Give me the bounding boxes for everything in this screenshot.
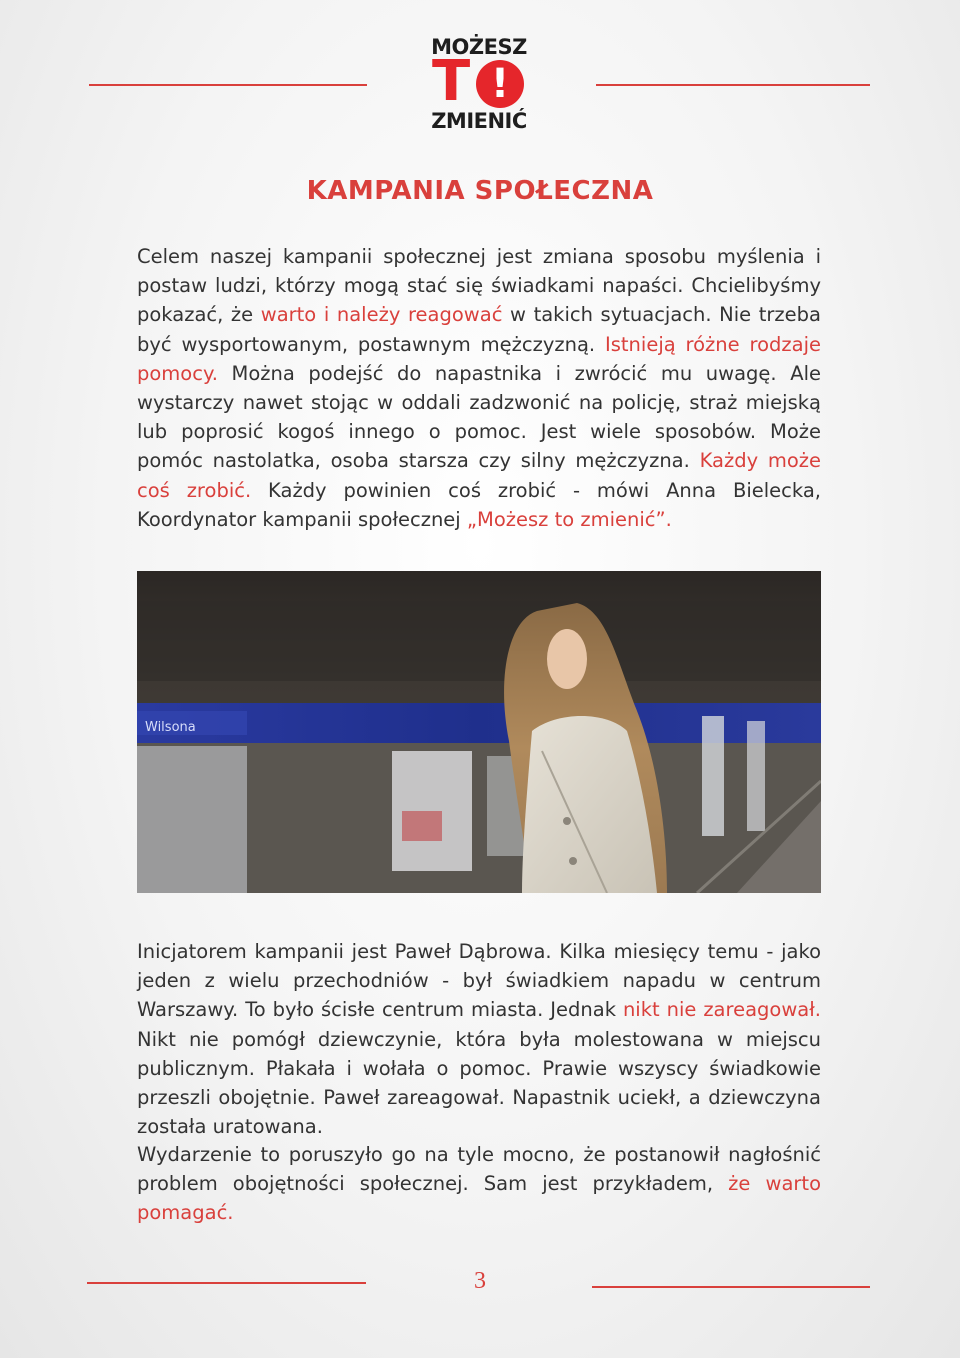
text-segment: Można podejść do napastnika i zwrócić mu uwagę. Ale wystarczy nawet stojąc w oddali zadzwonić na policję, straż miejską lub poprosić kogoś innego o pomoc. Jest wiele sposobów. Może pomóc nastolatka, osoba starsza czy silny mężczyzna. <box>137 361 821 473</box>
text-segment: Wydarzenie to poruszyło go na tyle mocno, że postanowił nagłośnić problem obojętności społecznej. Sam jest przykładem, <box>137 1143 821 1196</box>
campaign-photo <box>137 571 821 893</box>
header-rule-left <box>89 84 367 86</box>
text-segment: Każdy powinien coś zrobić - mówi Anna Bielecka, Koordynator kampanii społecznej <box>137 478 822 531</box>
closing-paragraph <box>137 1140 821 1228</box>
text-segment: Nikt nie pomógł dziewczynie, która była molestowana w miejscu publicznym. Płakała i wołała o pomoc. Prawie wszyscy świadkowie przeszli obojętnie. Paweł zareagował. Napastnik uciekł, a dziewczyna została uratowana. <box>137 1027 821 1139</box>
highlighted-phrase: że warto pomagać. <box>137 1172 821 1225</box>
highlighted-phrase: Każdy może coś zrobić. <box>137 449 822 502</box>
highlighted-phrase: warto i należy reagować <box>260 303 503 327</box>
text-segment: Inicjatorem kampanii jest Paweł Dąbrowa. Kilka miesięcy temu - jako jeden z wielu przechodniów - był świadkiem napadu w centrum Warszawy. To było ścisłe centrum miasta. Jednak <box>137 940 821 1022</box>
page-number: 3 <box>474 1268 486 1294</box>
exclamation-icon: ! <box>476 60 524 108</box>
intro-paragraph <box>137 242 821 534</box>
footer-rule-right <box>592 1286 870 1288</box>
logo-letter-t: T <box>432 49 468 114</box>
header-rule-right <box>596 84 870 86</box>
highlighted-phrase: nikt nie zareagował. <box>622 998 821 1022</box>
page-title: KAMPANIA SPOŁECZNA <box>306 176 654 206</box>
logo-mark <box>432 49 526 114</box>
text-segment: Celem naszej kampanii społecznej jest zmiana sposobu myślenia i postaw ludzi, którzy mogą stać się świadkami napaści. Chcielibyśmy pokazać, że <box>137 245 821 327</box>
text-segment: w takich sytuacjach. Nie trzeba być wysportowanym, postawnym mężczyzną. <box>137 303 821 356</box>
highlighted-phrase: Istnieją różne rodzaje pomocy. <box>137 332 821 385</box>
logo-line-1: MOŻESZ <box>431 35 527 59</box>
story-paragraph <box>137 937 821 1141</box>
logo-line-3: ZMIENIĆ <box>431 109 527 133</box>
highlighted-phrase: „Możesz to zmienić”. <box>466 507 672 531</box>
station-sign: Wilsona <box>145 720 196 735</box>
campaign-logo <box>420 36 538 136</box>
